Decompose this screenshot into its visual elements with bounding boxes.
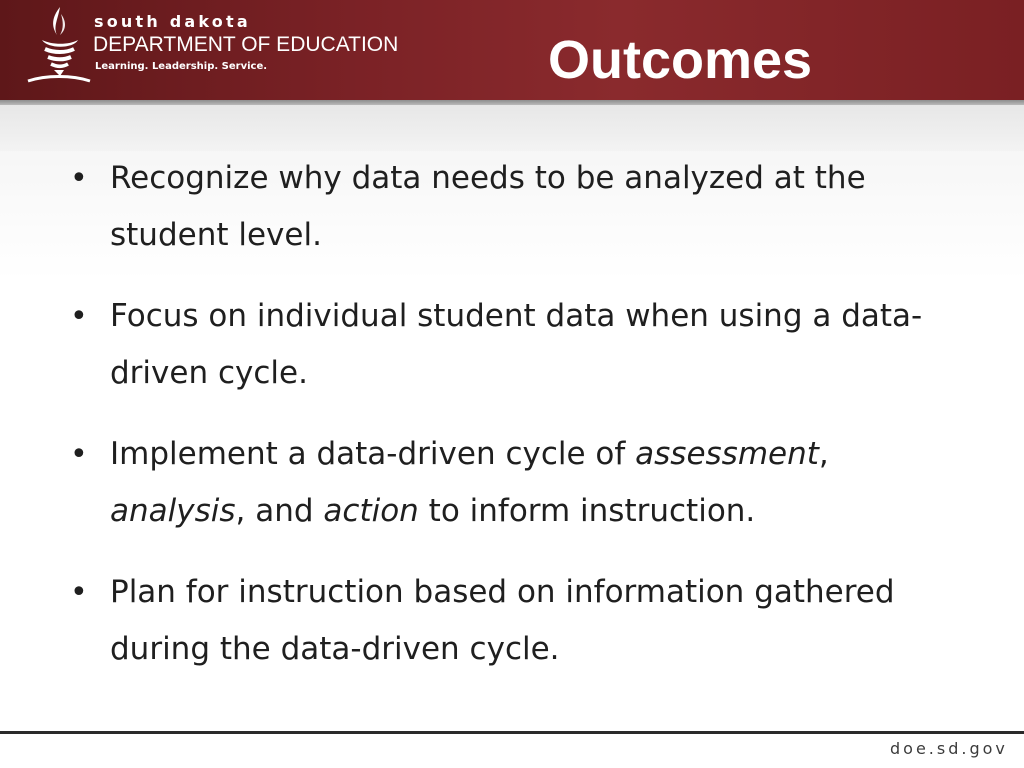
outcome-text-emphasis: analysis bbox=[110, 493, 236, 529]
bullet-icon: • bbox=[70, 575, 88, 610]
outcome-text: Focus on individual student data when using a data-driven cycle. bbox=[110, 298, 923, 391]
bullet-icon: • bbox=[70, 161, 88, 196]
footer-url: doe.sd.gov bbox=[890, 739, 1008, 758]
logo-department-name: DEPARTMENT OF EDUCATION bbox=[93, 33, 399, 56]
bullet-icon: • bbox=[70, 299, 88, 334]
header-shadow-band bbox=[0, 105, 1024, 151]
outcome-text: , and bbox=[235, 493, 324, 529]
bullet-icon: • bbox=[70, 437, 88, 472]
logo-tagline: Learning. Leadership. Service. bbox=[95, 61, 268, 72]
outcome-text: Implement a data-driven cycle of bbox=[110, 436, 636, 472]
outcome-item bbox=[70, 150, 950, 264]
outcome-item bbox=[70, 426, 950, 540]
outcome-text-emphasis: action bbox=[323, 493, 419, 529]
logo-state-name: south dakota bbox=[94, 12, 251, 31]
slide-title: Outcomes bbox=[548, 30, 813, 90]
outcome-text-emphasis: assessment bbox=[635, 436, 819, 472]
header-banner bbox=[0, 0, 1024, 100]
footer-divider bbox=[0, 731, 1024, 734]
outcome-text: Plan for instruction based on information gathered during the data-driven cycle. bbox=[110, 574, 895, 667]
torch-icon bbox=[26, 4, 92, 88]
outcome-item bbox=[70, 564, 950, 678]
outcomes-list bbox=[70, 150, 950, 702]
outcome-text: , bbox=[818, 436, 829, 472]
outcome-text: to inform instruction. bbox=[418, 493, 756, 529]
outcome-text: Recognize why data needs to be analyzed at the student level. bbox=[110, 160, 866, 253]
outcome-item bbox=[70, 288, 950, 402]
